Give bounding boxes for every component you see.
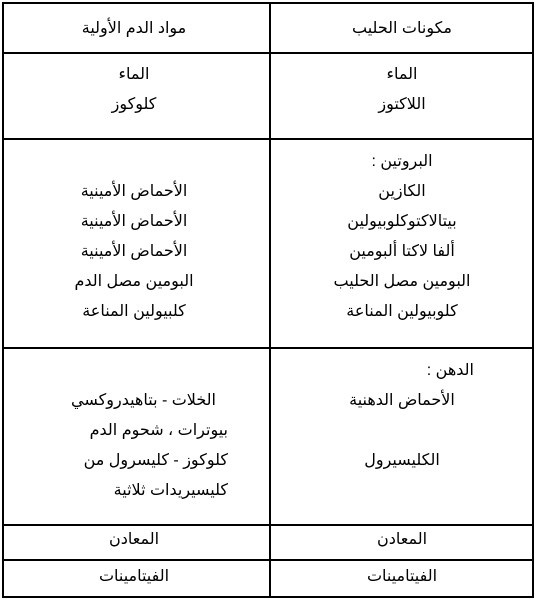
- row-minerals-milk: [272, 525, 532, 555]
- cell-line: بيتالاكتوكلوبيولين: [347, 213, 457, 230]
- cell-line: الفيتامينات: [366, 568, 438, 585]
- header-left-label: مواد الدم الأولية: [81, 20, 187, 37]
- header-milk-components: [272, 14, 532, 44]
- row-divider-2: [4, 347, 532, 349]
- cell-line: ألفا لاكتا ألبومين: [349, 243, 455, 260]
- row-divider-header: [4, 52, 532, 54]
- cell-line: الأحماض الدهنية: [349, 392, 455, 409]
- cell-line: كلبيولين المناعة: [82, 303, 186, 320]
- row-protein-blood: [4, 177, 264, 327]
- row-protein-milk: [272, 147, 532, 327]
- row-vitamins-milk: [272, 562, 532, 592]
- row-water-lactose-blood: [4, 60, 264, 120]
- row-divider-1: [4, 138, 532, 140]
- cell-line: كلوكوز: [111, 96, 157, 113]
- cell-line: الماء: [118, 66, 150, 83]
- cell-line: البومين مصل الحليب: [333, 273, 471, 290]
- header-blood-precursors: [4, 14, 264, 44]
- cell-line: المعادن: [376, 531, 428, 548]
- row-fat-milk: [272, 356, 532, 476]
- cell-line: الأحماض الأمينية: [80, 213, 188, 230]
- cell-line: البومين مصل الدم: [74, 273, 194, 290]
- cell-line: بيوترات ، شحوم الدم: [89, 422, 228, 439]
- cell-line: البروتين :: [371, 153, 433, 170]
- column-divider: [269, 4, 271, 596]
- cell-line: كلوبيولين المناعة: [346, 303, 458, 320]
- cell-line: الأحماض الأمينية: [80, 243, 188, 260]
- row-divider-4: [4, 559, 532, 561]
- cell-line: كليسيريدات ثلاثية: [113, 482, 228, 499]
- cell-line: الكليسيرول: [364, 452, 440, 469]
- cell-line: اللاكتوز: [378, 96, 426, 113]
- row-vitamins-blood: [4, 562, 264, 592]
- row-water-lactose-milk: [272, 60, 532, 120]
- header-right-label: مكونات الحليب: [352, 20, 452, 37]
- cell-line: كلوكوز - كليسرول من: [83, 452, 228, 469]
- cell-line: الماء: [386, 66, 418, 83]
- cell-line: الدهن :: [426, 362, 474, 379]
- cell-line: الخلات - بتاهيدروكسي: [71, 392, 216, 409]
- cell-line: الكازين: [378, 183, 426, 200]
- cell-line: المعادن: [108, 531, 160, 548]
- milk-blood-comparison-table: [2, 2, 534, 598]
- cell-line: الأحماض الأمينية: [80, 183, 188, 200]
- cell-line: الفيتامينات: [98, 568, 170, 585]
- row-minerals-blood: [4, 525, 264, 555]
- row-fat-blood: [4, 386, 264, 506]
- cell-spacer: [272, 416, 532, 446]
